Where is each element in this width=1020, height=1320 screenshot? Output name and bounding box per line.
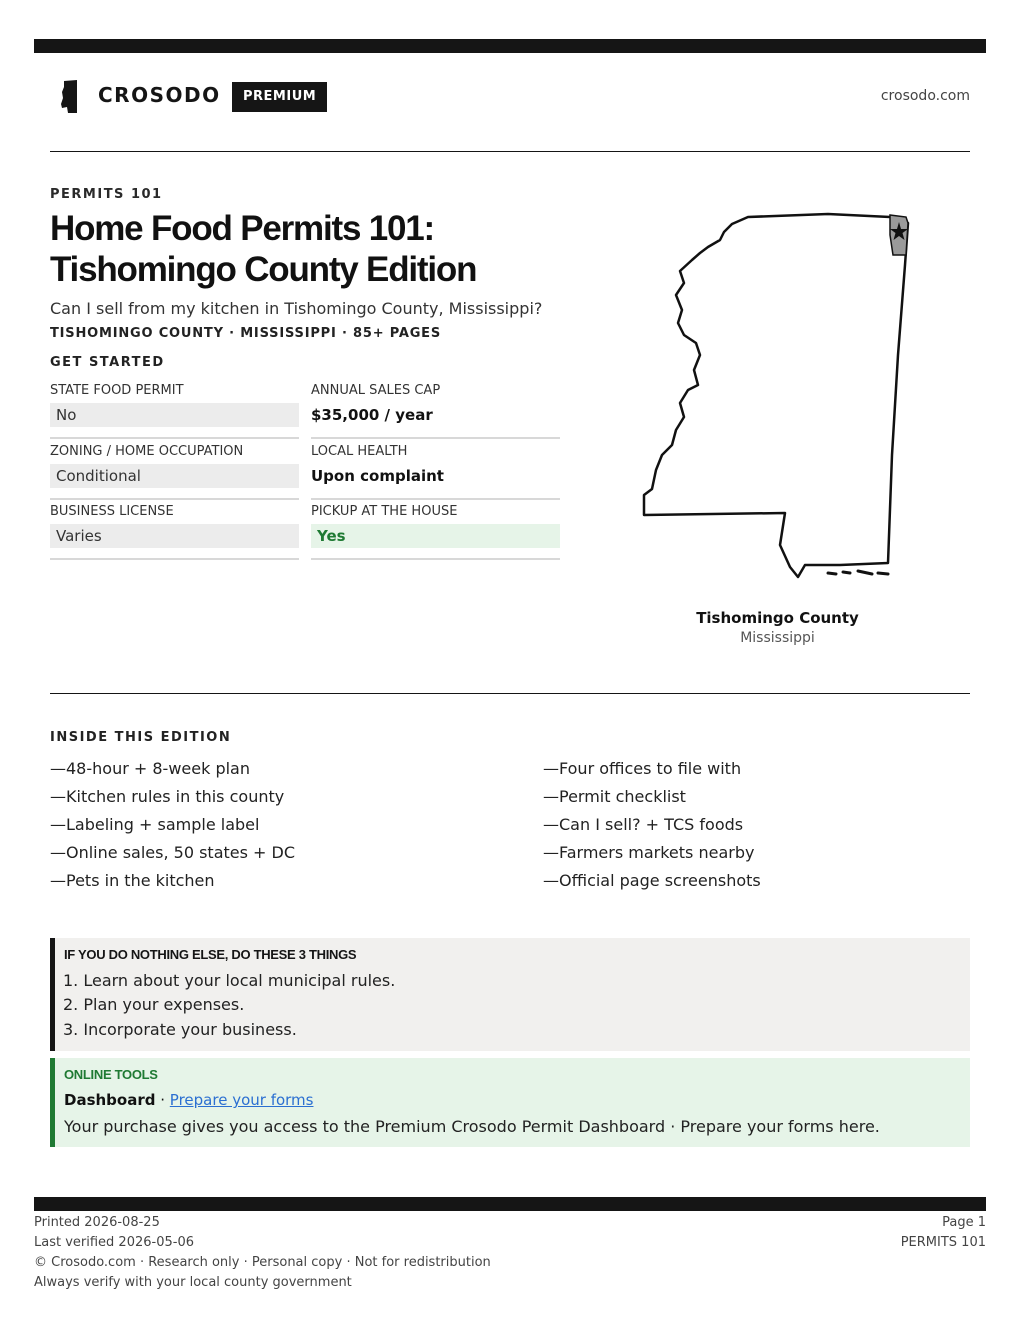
fact-label: PICKUP AT THE HOUSE [311, 504, 458, 519]
fact-value: Conditional [50, 464, 299, 488]
toc-item: —48-hour + 8-week plan [50, 759, 250, 778]
fact-value: Yes [311, 524, 560, 548]
toc-heading: INSIDE THIS EDITION [50, 730, 232, 745]
page-number: Page 1 [942, 1215, 986, 1230]
state-outline [644, 214, 908, 577]
prepare-forms-link[interactable]: Prepare your forms [169, 1091, 314, 1109]
fact-business-license [50, 504, 299, 560]
get-started-heading: GET STARTED [50, 355, 165, 370]
fact-label: STATE FOOD PERMIT [50, 383, 184, 398]
fact-value: No [50, 403, 299, 427]
section-divider [50, 693, 970, 694]
map-county-name: Tishomingo County [696, 609, 859, 627]
fact-label: LOCAL HEALTH [311, 444, 408, 459]
dashboard-label: Dashboard [64, 1091, 156, 1109]
fact-state-food-permit [50, 383, 299, 439]
site-url[interactable]: crosodo.com [880, 88, 970, 104]
toc-item: —Four offices to file with [543, 759, 742, 778]
section-kicker: PERMITS 101 [50, 187, 163, 202]
premium-badge: PREMIUM [232, 82, 327, 112]
brand-name[interactable]: CROSODO [98, 83, 221, 107]
copyright-notice: © Crosodo.com · Research only · Personal copy · Not for redistribution [34, 1255, 491, 1270]
fact-value: Varies [50, 524, 299, 548]
tools-line [64, 1091, 313, 1109]
toc-left-column [50, 758, 490, 898]
toc-item: —Can I sell? + TCS foods [543, 815, 744, 834]
toc-item: —Official page screenshots [543, 871, 761, 890]
printed-date: Printed 2026-08-25 [34, 1215, 160, 1230]
verified-date: Last verified 2026-05-06 [34, 1235, 194, 1250]
toc-item: —Pets in the kitchen [50, 871, 215, 890]
fact-zoning [50, 444, 299, 500]
step-item: 2. Plan your expenses. [63, 995, 245, 1014]
online-tools-heading: ONLINE TOOLS [64, 1067, 158, 1082]
title-line-1: Home Food Permits 101: [50, 209, 434, 248]
tools-separator: · [155, 1091, 170, 1109]
fact-pickup-at-house [311, 504, 560, 560]
three-things-heading: IF YOU DO NOTHING ELSE, DO THESE 3 THINGS [64, 947, 357, 962]
verify-note: Always verify with your local county government [34, 1275, 352, 1290]
fact-annual-sales-cap [311, 383, 560, 439]
toc-item: —Permit checklist [543, 787, 686, 806]
footer-section: PERMITS 101 [900, 1235, 986, 1250]
title-line-2: Tishomingo County Edition [50, 250, 477, 289]
header-divider [50, 151, 970, 152]
footer-left [34, 1213, 491, 1293]
edition-meta: TISHOMINGO COUNTY · MISSISSIPPI · 85+ PAGES [50, 326, 442, 341]
step-item: 3. Incorporate your business. [63, 1020, 297, 1039]
map-state-name: Mississippi [740, 630, 815, 646]
gulf-islands [828, 571, 888, 574]
fact-label: ZONING / HOME OCCUPATION [50, 444, 244, 459]
state-map [640, 205, 920, 585]
mississippi-logo-icon [60, 80, 82, 114]
three-things-callout [50, 938, 970, 1051]
toc-item: —Kitchen rules in this county [50, 787, 285, 806]
fact-value: Upon complaint [311, 467, 444, 485]
header [50, 78, 970, 118]
footer-bar [34, 1197, 986, 1211]
fact-value: $35,000 / year [311, 406, 433, 424]
fact-local-health [311, 444, 560, 500]
step-item: 1. Learn about your local municipal rules. [63, 971, 396, 990]
online-tools-description: Your purchase gives you access to the Premium Crosodo Permit Dashboard · Prepare your forms here. [64, 1117, 880, 1136]
toc-right-column [543, 758, 983, 898]
toc-item: —Farmers markets nearby [543, 843, 755, 862]
online-tools-callout [50, 1058, 970, 1147]
top-bar [34, 39, 986, 53]
toc-item: —Labeling + sample label [50, 815, 260, 834]
fact-label: ANNUAL SALES CAP [311, 383, 441, 398]
footer-right [901, 1213, 986, 1253]
fact-label: BUSINESS LICENSE [50, 504, 174, 519]
page-subtitle: Can I sell from my kitchen in Tishomingo County, Mississippi? [50, 299, 543, 318]
toc-item: —Online sales, 50 states + DC [50, 843, 296, 862]
page-title [50, 208, 610, 290]
